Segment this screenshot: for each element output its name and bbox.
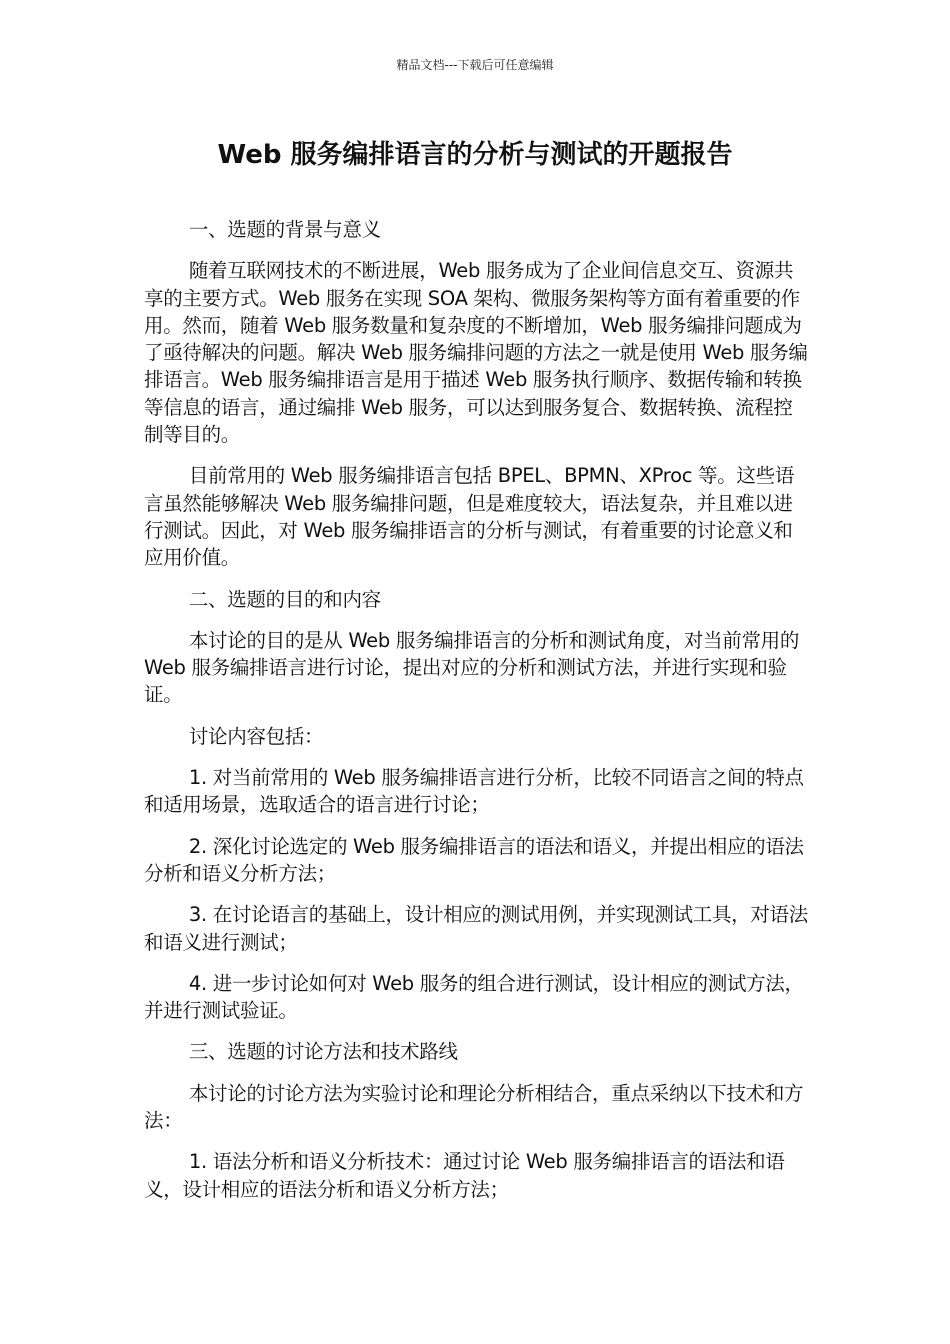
list-item-content-3: 3. 在讨论语言的基础上，设计相应的测试用例，并实现测试工具，对语法和语义进行测试； bbox=[144, 903, 808, 954]
paragraph-background: 随着互联网技术的不断进展，Web 服务成为了企业间信息交互、资源共享的主要方式。Web 服务在实现 SOA 架构、微服务架构等方面有着重要的作用。然而，随着 Web 服务数量和复杂度的不断增加，Web 服务编排问题成为了亟待解决的问题。解决 Web 服务编排问题的方法之一就是使用 Web 服务编排语言。Web 服务编排语言是用于描述 Web 服务执行顺序、数据传输和转换等信息的语言，通过编排 Web 服务，可以达到服务复合、数据转换、流程控制等目的。 bbox=[144, 259, 808, 447]
paragraph-purpose: 本讨论的目的是从 Web 服务编排语言的分析和测试角度，对当前常用的 Web 服务编排语言进行讨论，提出对应的分析和测试方法，并进行实现和验证。 bbox=[144, 628, 800, 707]
list-item-method-1: 1. 语法分析和语义分析技术：通过讨论 Web 服务编排语言的语法和语义，设计相应的语法分析和语义分析方法； bbox=[144, 1150, 785, 1201]
section-heading-purpose: 二、选题的目的和内容 bbox=[188, 587, 381, 611]
list-item-content-2: 2. 深化讨论选定的 Web 服务编排语言的语法和语义，并提出相应的语法分析和语义分析方法； bbox=[144, 834, 804, 885]
section-heading-method: 三、选题的讨论方法和技术路线 bbox=[188, 1040, 458, 1064]
paragraph-method-intro: 本讨论的讨论方法为实验讨论和理论分析相结合，重点采纳以下技术和方法： bbox=[144, 1081, 804, 1133]
paragraph-content-intro: 讨论内容包括： bbox=[188, 724, 324, 748]
document-body bbox=[144, 216, 808, 1217]
list-item-content-1: 1. 对当前常用的 Web 服务编排语言进行分析，比较不同语言之间的特点和适用场景，选取适合的语言进行讨论； bbox=[144, 766, 804, 817]
document-title: Web 服务编排语言的分析与测试的开题报告 bbox=[217, 140, 733, 170]
paragraph-current-languages: 目前常用的 Web 服务编排语言包括 BPEL、BPMN、XProc 等。这些语言虽然能够解决 Web 服务编排问题，但是难度较大，语法复杂，并且难以进行测试。因此，对 Web 服务编排语言的分析与测试，有着重要的讨论意义和应用价值。 bbox=[144, 464, 795, 570]
list-item-content-4: 4. 进一步讨论如何对 Web 服务的组合进行测试，设计相应的测试方法，并进行测试验证。 bbox=[144, 971, 804, 1023]
section-heading-background: 一、选题的背景与意义 bbox=[188, 218, 381, 241]
page-header-watermark: 精品文档---下载后可任意编辑 bbox=[396, 58, 554, 72]
